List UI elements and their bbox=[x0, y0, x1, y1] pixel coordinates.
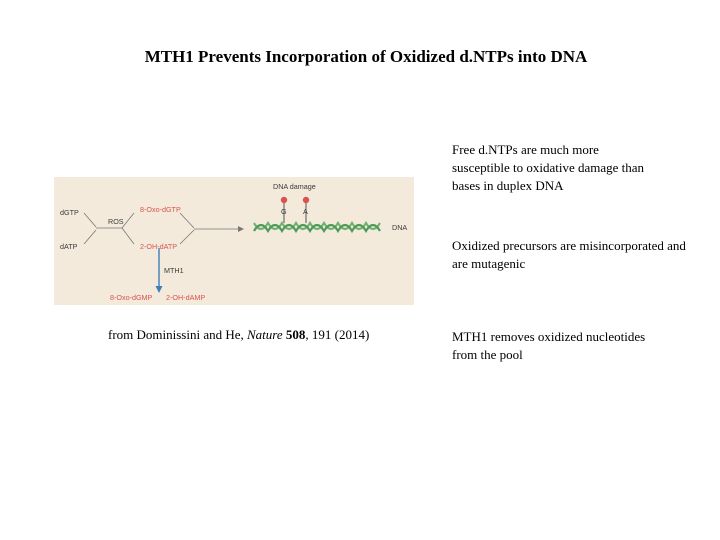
dna-damage-label: DNA damage bbox=[273, 182, 316, 191]
oh-damp-label: 2-OH-dAMP bbox=[166, 293, 206, 302]
dgtp-line bbox=[84, 213, 96, 227]
mth1-arrowhead bbox=[156, 286, 163, 293]
oxo-dgtp-label: 8-Oxo-dGTP bbox=[140, 205, 181, 214]
note-mth1-function: MTH1 removes oxidized nucleotides from the pool bbox=[452, 329, 646, 362]
a-label: A bbox=[303, 207, 308, 216]
figure-caption bbox=[108, 327, 369, 343]
caption-suffix: , 191 (2014) bbox=[305, 327, 370, 342]
note-oxidative-susceptibility: Free d.NTPs are much more susceptible to oxidative damage than bases in duplex DNA bbox=[452, 142, 645, 193]
caption-volume: 508 bbox=[285, 327, 306, 342]
oxo-dgmp-label: 8-Oxo-dGMP bbox=[110, 293, 153, 302]
a-damage-marker bbox=[303, 197, 309, 203]
to-oh-line bbox=[122, 228, 134, 244]
slide-title: MTH1 Prevents Incorporation of Oxidized d.NTPs into DNA bbox=[144, 47, 588, 66]
mth1-pathway-figure bbox=[54, 177, 414, 305]
dna-helix bbox=[254, 223, 380, 231]
oh-datp-label: 2-OH-dATP bbox=[140, 242, 178, 251]
dgtp-label: dGTP bbox=[60, 208, 79, 217]
caption-prefix: from Dominissini and He, bbox=[108, 327, 248, 342]
g-damage-marker bbox=[281, 197, 287, 203]
mth1-label: MTH1 bbox=[164, 266, 184, 275]
datp-label: dATP bbox=[60, 242, 78, 251]
to-oxo-line bbox=[122, 213, 134, 228]
caption-journal: Nature bbox=[247, 327, 283, 342]
ros-label: ROS bbox=[108, 217, 124, 226]
dna-label: DNA bbox=[392, 223, 408, 232]
pathway-diagram bbox=[54, 177, 414, 305]
oxo-to-dna-line bbox=[180, 213, 194, 228]
g-label: G bbox=[281, 207, 287, 216]
datp-line bbox=[84, 230, 96, 244]
oh-to-dna-line bbox=[180, 230, 194, 244]
incorporation-arrowhead bbox=[238, 226, 244, 232]
note-misincorporation: Oxidized precursors are misincorporated and are mutagenic bbox=[452, 238, 686, 271]
